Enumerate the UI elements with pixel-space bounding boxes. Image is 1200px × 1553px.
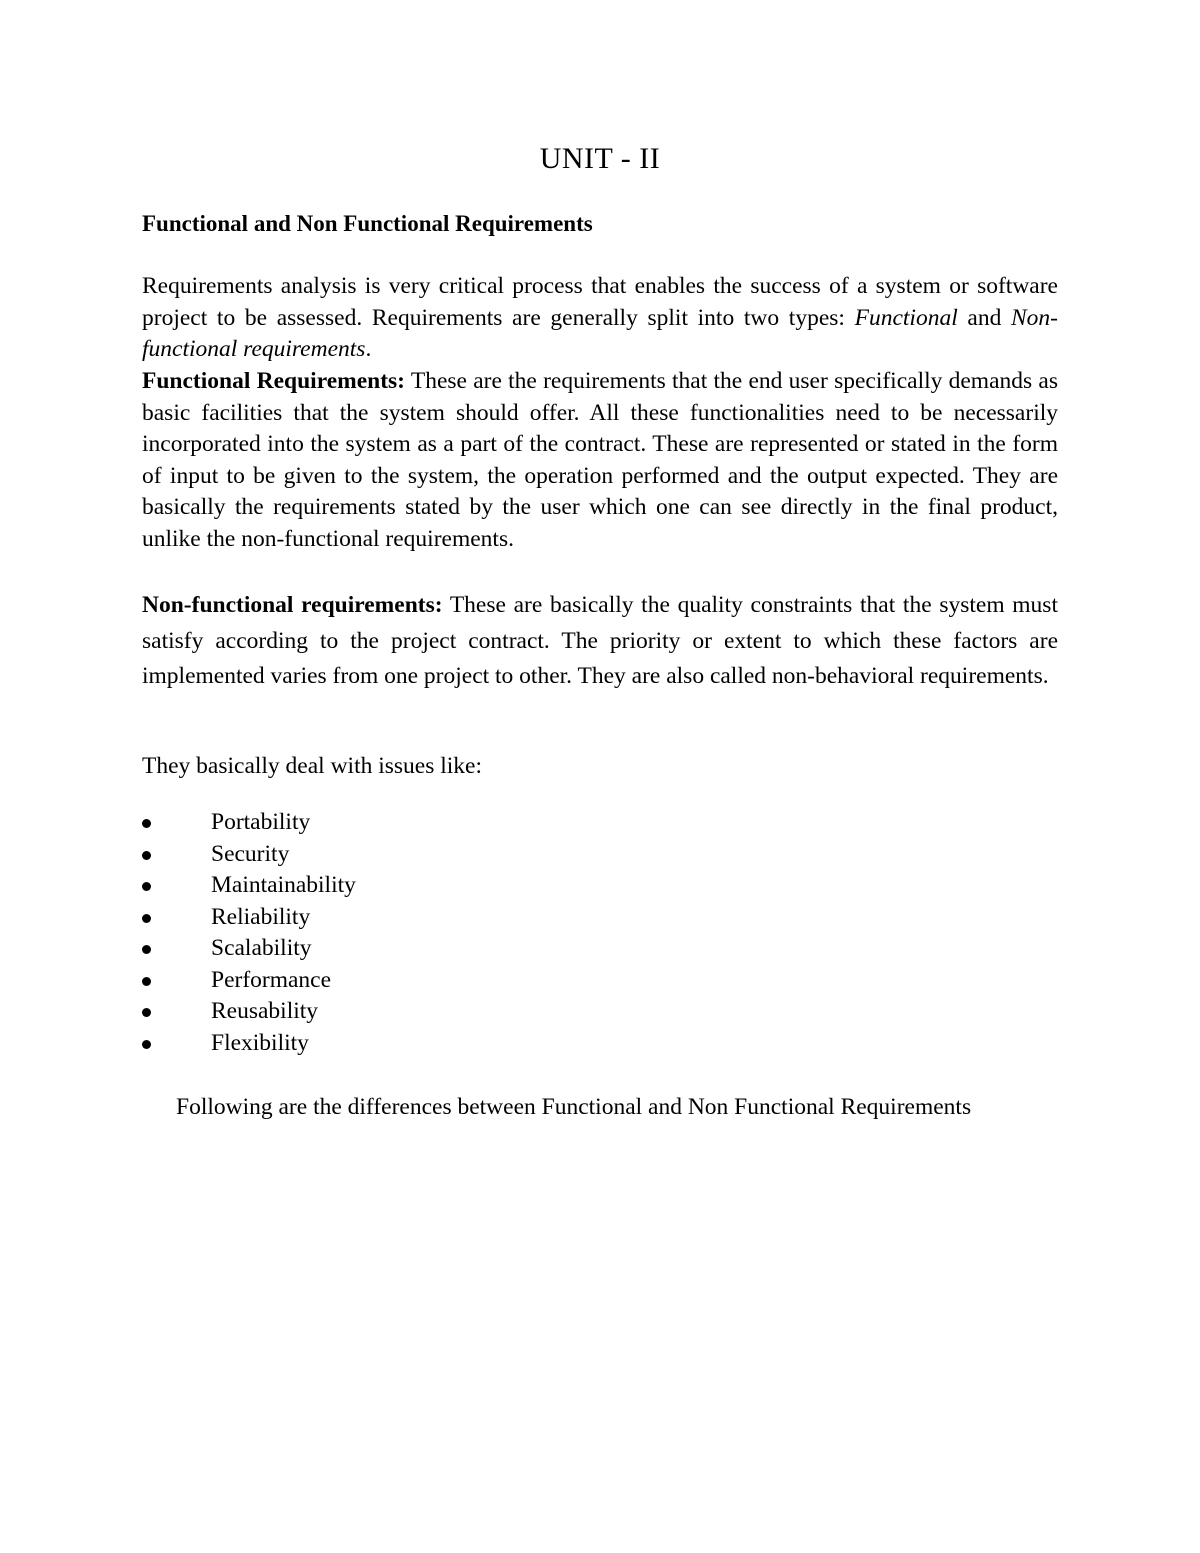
and-word: and (957, 304, 1011, 331)
list-item-label: Portability (211, 809, 311, 835)
intro-period: . (365, 336, 372, 362)
functional-term: Functional (854, 304, 958, 331)
bullet-icon (142, 945, 151, 954)
bullet-icon (142, 914, 151, 923)
list-item-label: Security (211, 840, 290, 867)
bullet-icon (142, 977, 151, 986)
bullet-icon (142, 882, 151, 891)
bullet-icon (142, 851, 151, 860)
bullet-icon (142, 1040, 151, 1049)
nonfunctional-paragraph (142, 588, 1058, 695)
section-heading: Functional and Non Functional Requirements (142, 211, 593, 236)
intro-paragraph (142, 271, 1058, 366)
issues-intro: They basically deal with issues like: (142, 753, 483, 779)
list-item-label: Maintainability (211, 872, 356, 898)
nonfunctional-label: Non-functional requirements: (142, 592, 443, 618)
unit-title: UNIT - II (539, 142, 661, 175)
nonfunctional-term: Non-functional requirements (142, 304, 1058, 362)
list-item-label: Reliability (211, 903, 311, 930)
differences-intro: Following are the differences between Functional and Non Functional Requirements (176, 1094, 972, 1120)
list-item-label: Performance (211, 966, 332, 993)
functional-text: These are the requirements that the end user specifically demands as basic facilities that the system should offer. All these functionalities need to be necessarily incorporated into the system as a part of the contract. These are represented or stated in the form of input to be given to the system, the operation performed and the output expected. They are basically the requirements stated by the user which one can see directly in the final product, unlike the non-functional requirements. (142, 368, 1058, 552)
nonfunctional-text: These are basically the quality constraints that the system must satisfy according to the project contract. The priority or extent to which these factors are implemented varies from one project to other. They are also called non-behavioral requirements. (142, 592, 1058, 689)
list-item-label: Flexibility (211, 1029, 309, 1056)
intro-text: Requirements analysis is very critical process that enables the success of a system or software project to be assessed. Requirements are generally split into two types: (142, 273, 1058, 331)
list-item-label: Reusability (211, 998, 319, 1024)
list-item-label: Scalability (211, 935, 312, 961)
functional-paragraph (142, 366, 1058, 555)
bullet-icon (142, 819, 151, 828)
functional-label: Functional Requirements: (142, 368, 406, 394)
bullet-icon (142, 1008, 151, 1017)
